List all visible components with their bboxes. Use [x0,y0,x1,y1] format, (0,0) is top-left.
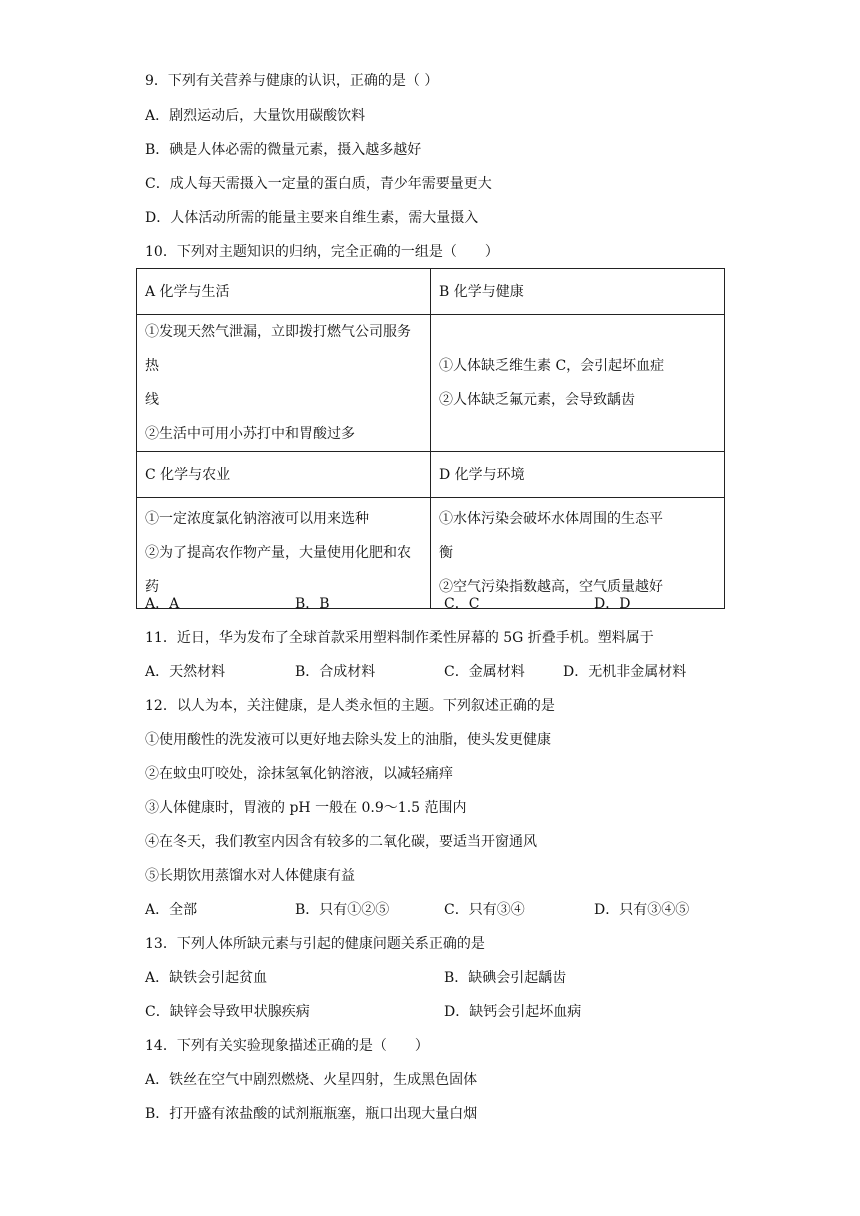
table-cell-d-body [431,498,725,609]
q14-option-b: B．打开盛有浓盐酸的试剂瓶瓶塞，瓶口出现大量白烟 [145,1106,478,1122]
q10-option-a: A．A [145,596,180,612]
table-cell-b-head: B 化学与健康 [431,269,725,315]
q12-option-d: D．只有③④⑤ [594,902,690,918]
table-cell-c-head: C 化学与农业 [137,452,431,498]
table-cell-d-head: D 化学与环境 [431,452,725,498]
q14-option-a: A．铁丝在空气中剧烈燃烧、火星四射，生成黑色固体 [145,1072,478,1088]
q10-stem: 10．下列对主题知识的归纳，完全正确的一组是（ ） [145,244,499,260]
table-cell-b-body [431,315,725,452]
q12-option-b: B．只有①②⑤ [295,902,390,918]
table-cell-c-body [137,498,431,609]
table-cell-a-head: A 化学与生活 [137,269,431,315]
q11-option-c: C．金属材料 [444,664,525,680]
q9-option-c: C．成人每天需摄入一定量的蛋白质，青少年需要量更大 [145,176,492,192]
q12-statement-5: ⑤长期饮用蒸馏水对人体健康有益 [145,868,355,884]
q13-option-d: D．缺钙会引起坏血病 [444,1004,582,1020]
q11-stem: 11．近日，华为发布了全球首款采用塑料制作柔性屏幕的 5G 折叠手机。塑料属于 [145,630,654,646]
q12-option-c: C．只有③④ [444,902,525,918]
q12-statement-4: ④在冬天，我们教室内因含有较多的二氧化碳，要适当开窗通风 [145,834,537,850]
q9-stem: 9．下列有关营养与健康的认识，正确的是（ ） [145,73,439,89]
c-item-2: ②为了提高农作物产量，大量使用化肥和农药 [145,545,411,595]
q12-stem: 12．以人为本，关注健康，是人类永恒的主题。下列叙述正确的是 [145,698,555,714]
table-cell-a-body [137,315,431,452]
q11-option-d: D．无机非金属材料 [563,664,687,680]
q12-statement-3: ③人体健康时，胃液的 pH 一般在 0.9～1.5 范围内 [145,800,467,816]
c-item-1: ①一定浓度氯化钠溶液可以用来选种 [145,511,369,527]
q9-option-a: A．剧烈运动后，大量饮用碳酸饮料 [145,108,366,124]
b-item-2: ②人体缺乏氟元素，会导致龋齿 [439,392,635,408]
q12-statement-1: ①使用酸性的洗发液可以更好地去除头发上的油脂，使头发更健康 [145,732,551,748]
a-item-1: ①发现天然气泄漏，立即拨打燃气公司服务热 [145,324,411,374]
q13-option-c: C．缺锌会导致甲状腺疾病 [145,1004,310,1020]
q10-knowledge-table [136,268,725,609]
d-item-2: ②空气污染指数越高，空气质量越好 [439,579,663,595]
b-item-1: ①人体缺乏维生素 C，会引起坏血症 [439,358,665,374]
q12-statement-2: ②在蚊虫叮咬处，涂抹氢氧化钠溶液，以减轻痛痒 [145,766,453,782]
q11-option-b: B．合成材料 [295,664,376,680]
q13-option-a: A．缺铁会引起贫血 [145,970,268,986]
q13-option-b: B．缺碘会引起龋齿 [444,970,567,986]
q13-stem: 13．下列人体所缺元素与引起的健康问题关系正确的是 [145,936,485,952]
d-item-1-cont: 衡 [439,545,453,561]
a-item-1-cont: 线 [145,392,159,408]
q9-option-d: D．人体活动所需的能量主要来自维生素，需大量摄入 [145,210,479,226]
q11-option-a: A．天然材料 [145,664,226,680]
q12-option-a: A．全部 [145,902,198,918]
q14-stem: 14．下列有关实验现象描述正确的是（ ） [145,1038,429,1054]
a-item-2: ②生活中可用小苏打中和胃酸过多 [145,426,355,442]
q9-option-b: B．碘是人体必需的微量元素，摄入越多越好 [145,142,422,158]
q10-option-d: D．D [594,596,631,612]
d-item-1: ①水体污染会破坏水体周围的生态平 [439,511,663,527]
q10-option-c: C．C [444,596,480,612]
q10-option-b: B．B [295,596,330,612]
